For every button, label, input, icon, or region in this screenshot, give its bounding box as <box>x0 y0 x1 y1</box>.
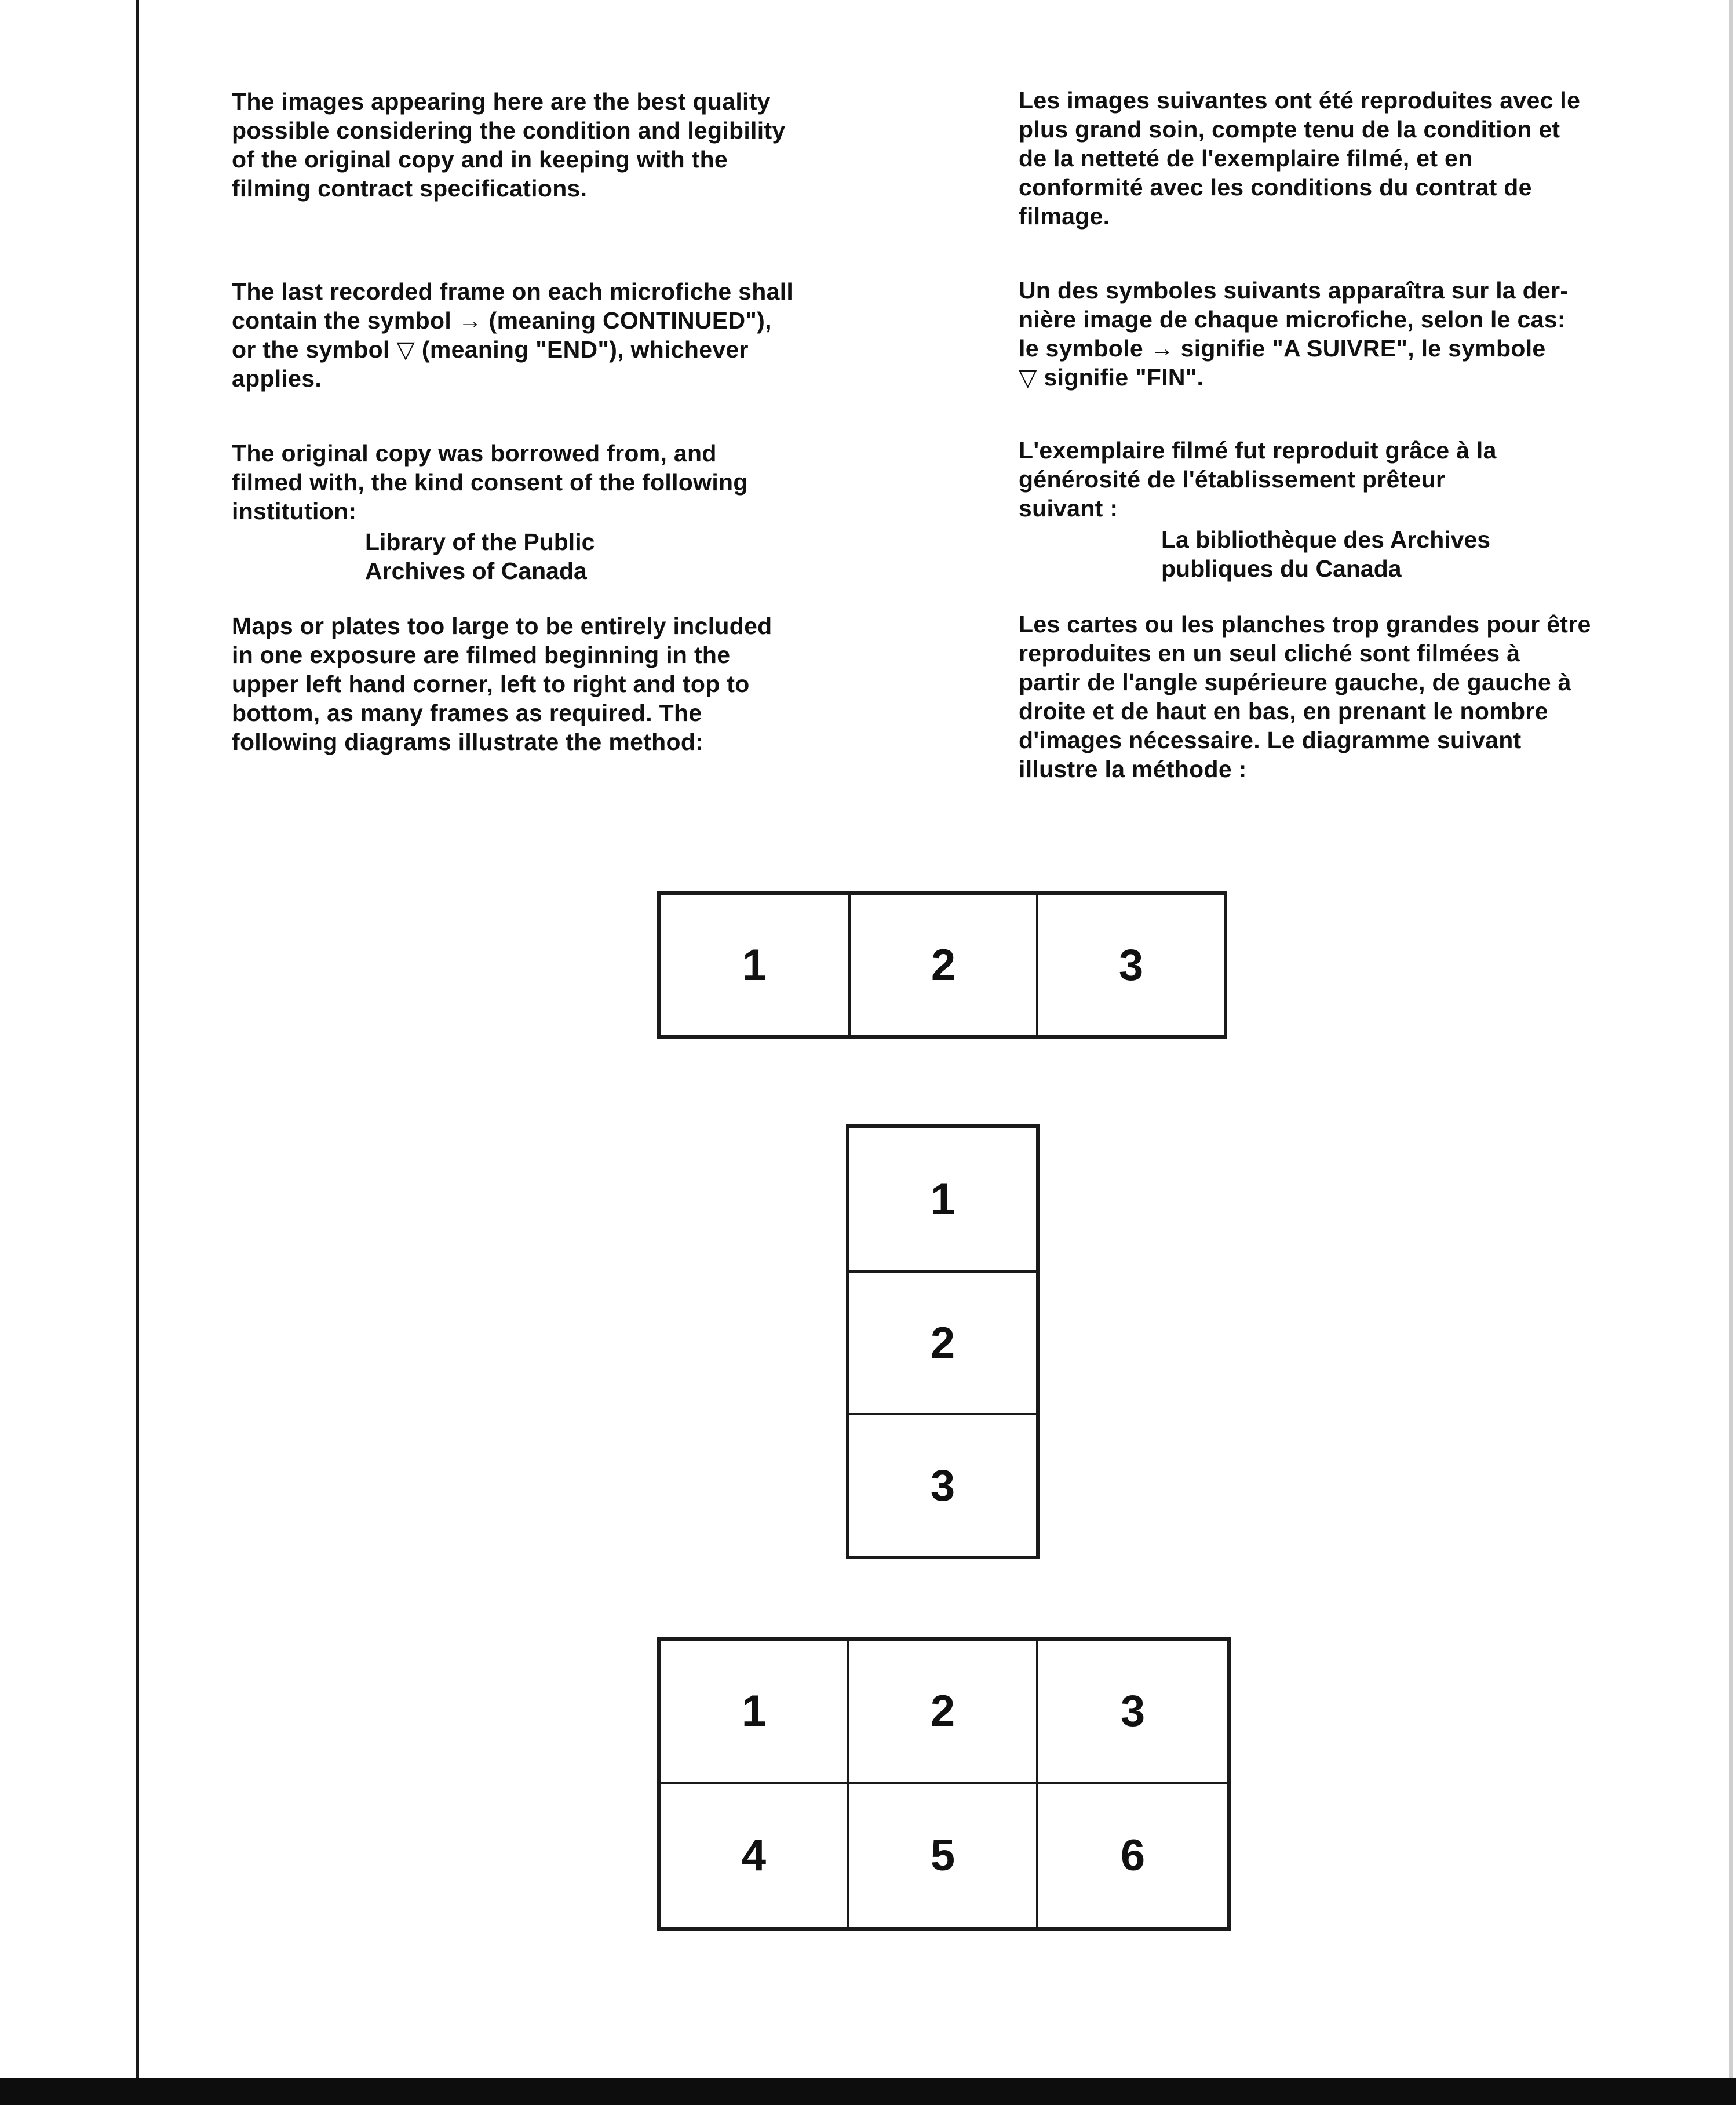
diagram-grid-frames <box>657 1637 1231 1931</box>
french-source-paragraph: L'exemplaire filmé fut reproduit grâce à la générosité de l'établissement prêteur suivant : <box>1019 437 1497 522</box>
bottom-border-band <box>0 2078 1736 2105</box>
frame-cell: 3 <box>1036 895 1224 1035</box>
english-institution-name: Library of the Public Archives of Canada <box>365 529 595 584</box>
frame-cell: 3 <box>1038 1641 1227 1784</box>
frame-cell: 3 <box>849 1413 1036 1556</box>
frame-cell: 1 <box>661 1641 849 1784</box>
diagram-vertical-frames <box>846 1124 1040 1559</box>
english-source-paragraph: The original copy was borrowed from, and filmed with, the kind consent of the following institution: <box>232 440 748 525</box>
diagram-horizontal-frames <box>657 891 1227 1039</box>
frame-cell: 2 <box>848 895 1036 1035</box>
french-institution-name: La bibliothèque des Archives publiques du Canada <box>1161 526 1491 582</box>
english-quality-paragraph: The images appearing here are the best quality possible considering the condition and legibility of the original copy and in keeping with the filming contract specifications. <box>232 88 786 202</box>
left-border-line <box>136 0 139 2081</box>
english-symbol-paragraph: The last recorded frame on each microfiche shall contain the symbol → (meaning CONTINUED"), or the symbol ▽ (meaning "END"), whichever applies. <box>232 278 794 392</box>
page-margin <box>0 0 136 2105</box>
french-maps-paragraph: Les cartes ou les planches trop grandes pour être reproduites en un seul cliché sont filmées à partir de l'angle supérieure gauche, de gauche à droite et de haut en bas, en prenant le nombre d'images nécessaire. Le diagramme suivant illustre la méthode : <box>1019 611 1591 782</box>
frame-cell: 1 <box>930 1174 955 1224</box>
french-symbol-paragraph: Un des symboles suivants apparaîtra sur la der- nière image de chaque microfiche, selon le cas: le symbole → signifie "A SUIVRE", le symbole ▽ signifie "FIN". <box>1019 277 1569 391</box>
frame-cell: 6 <box>1120 1831 1146 1880</box>
frame-cell: 5 <box>849 1784 1038 1927</box>
right-border-line <box>1729 0 1733 2081</box>
english-maps-paragraph: Maps or plates too large to be entirely included in one exposure are filmed beginning in the upper left hand corner, left to right and top to bottom, as many frames as required. The following diagrams illustrate the method: <box>232 613 772 755</box>
french-quality-paragraph: Les images suivantes ont été reproduites avec le plus grand soin, compte tenu de la condition et de la netteté de l'exemplaire filmé, et en conformité avec les conditions du contrat de filmage. <box>1019 87 1581 230</box>
frame-cell: 4 <box>661 1784 849 1927</box>
frame-cell: 1 <box>742 940 767 990</box>
frame-cell: 2 <box>849 1270 1036 1413</box>
frame-cell: 2 <box>849 1641 1038 1784</box>
